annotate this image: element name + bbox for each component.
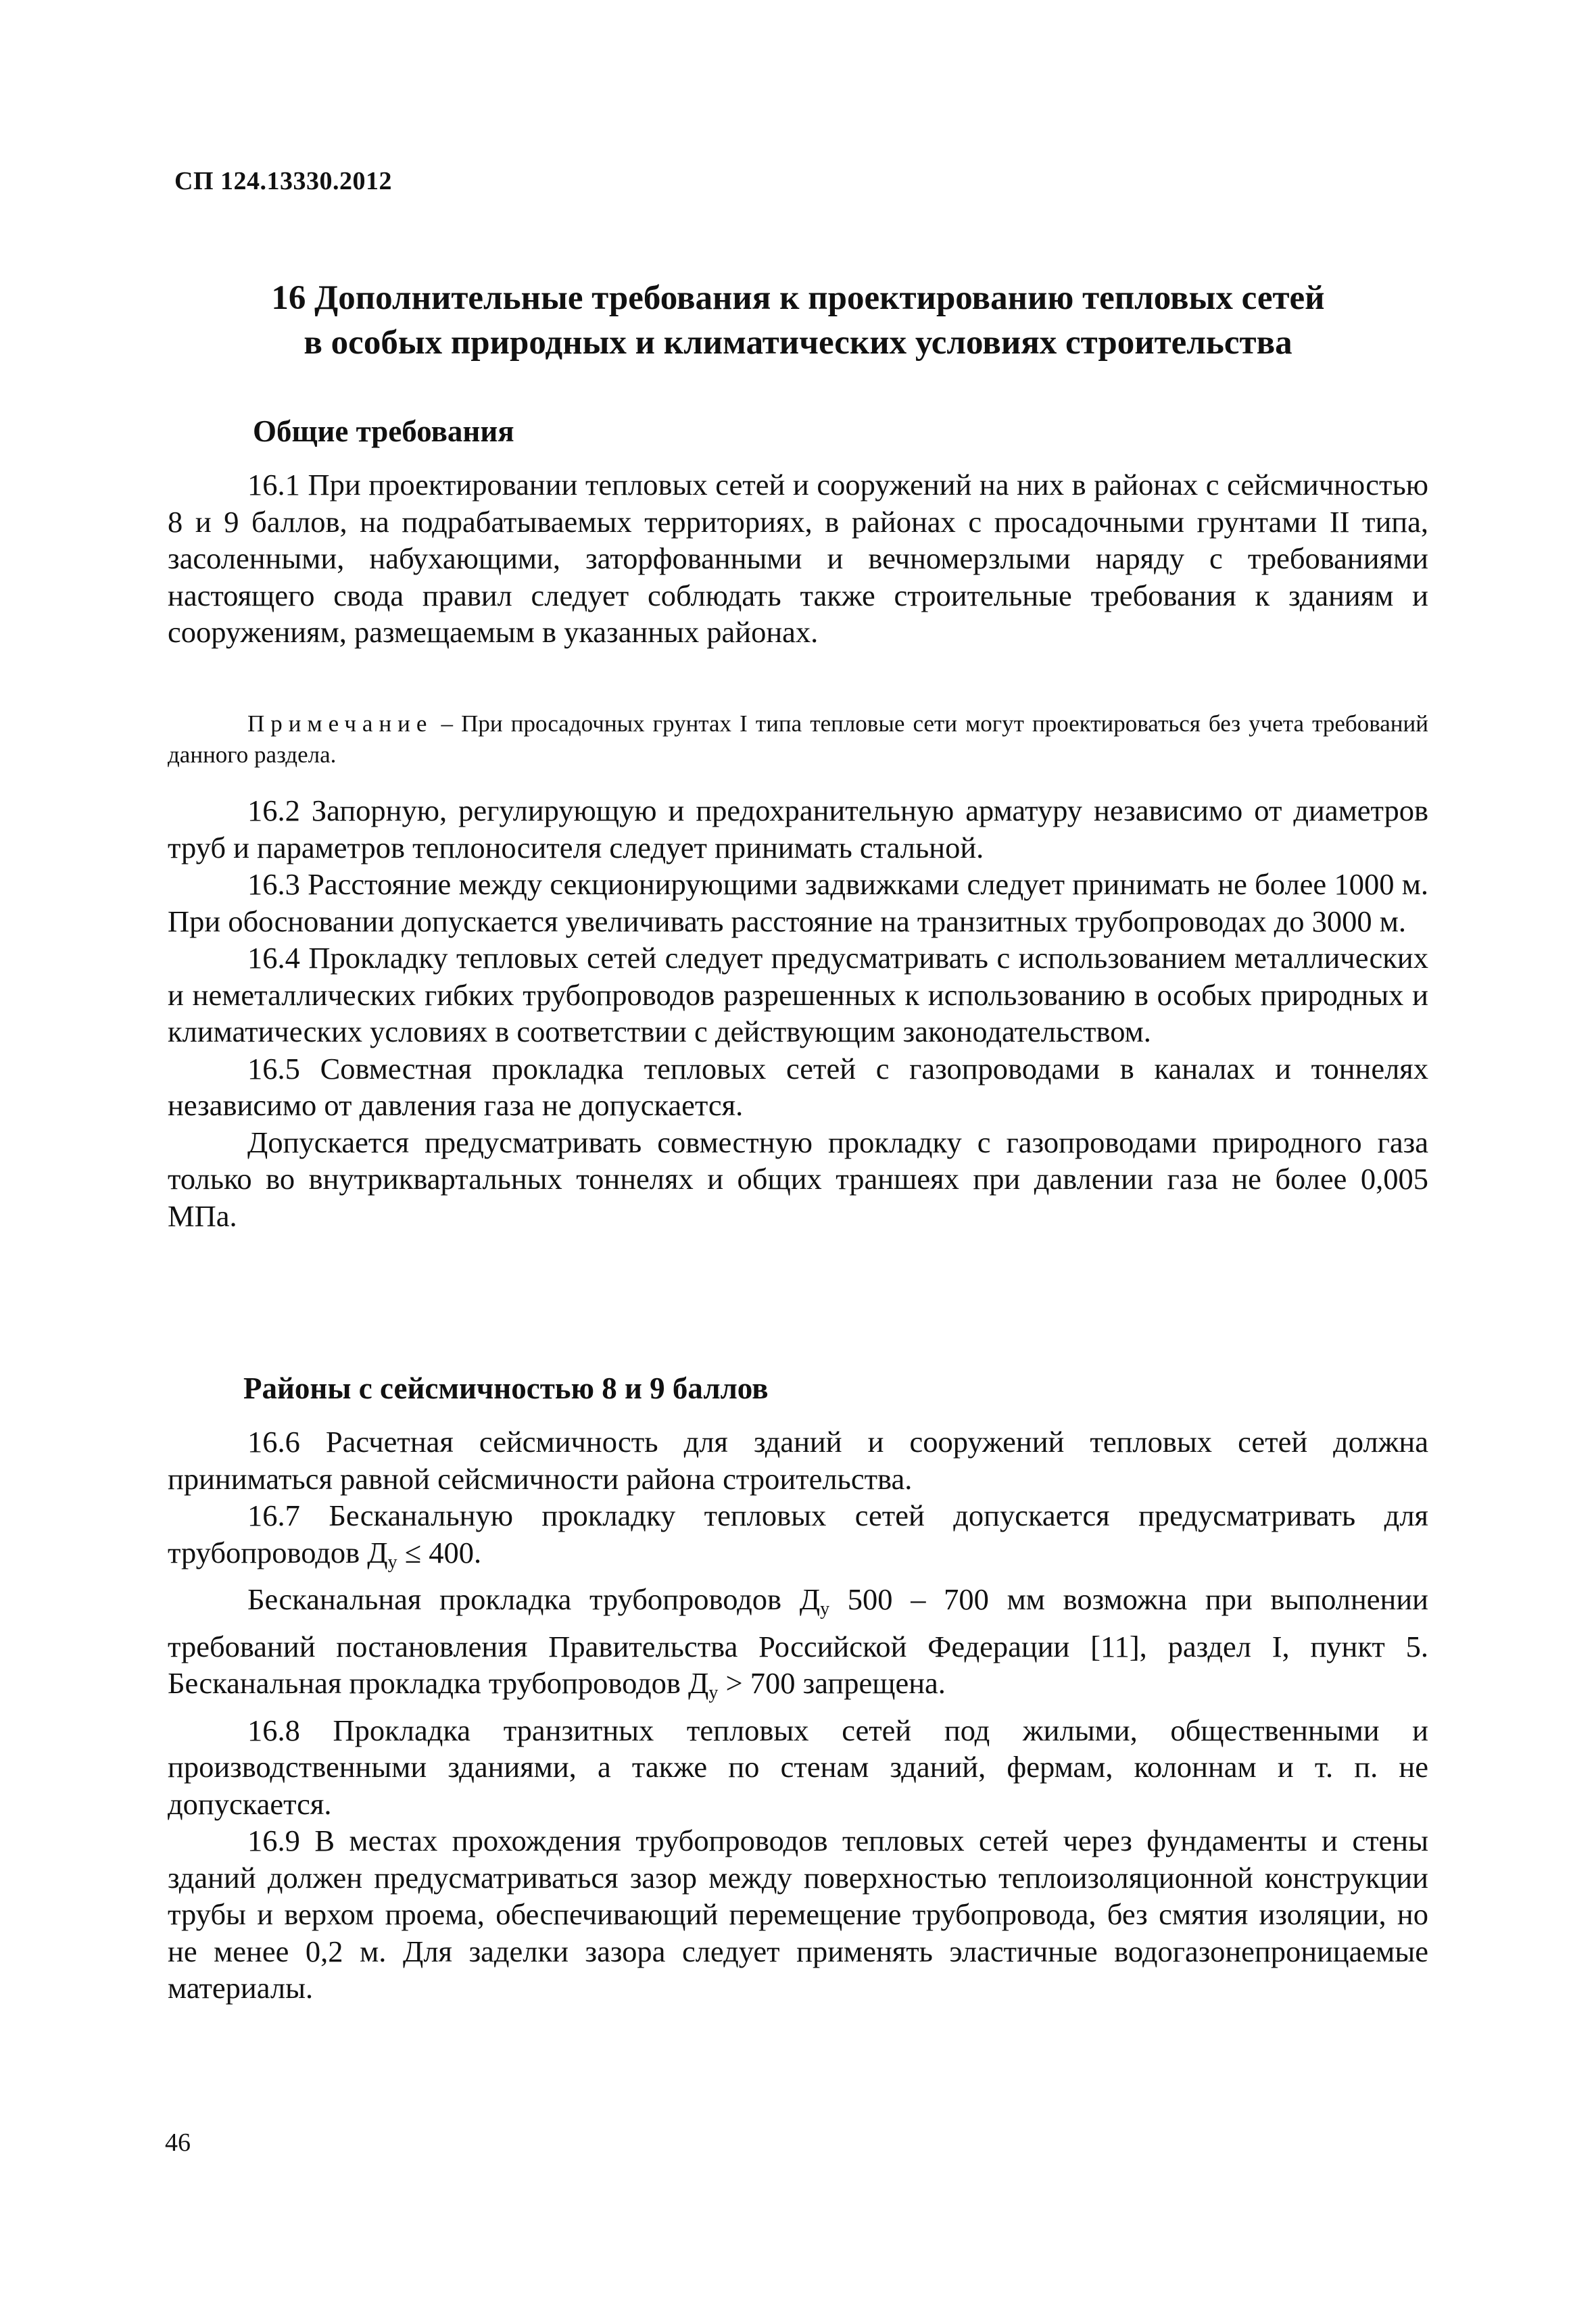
- paragraph-16-8: 16.8 Прокладка транзитных тепловых сетей под жилыми, общественными и производственными зданиями, а также по стенам зданий, фермам, колоннам и т. п. не допускается.: [168, 1713, 1428, 1821]
- paragraph-16-7-text-end: ≤ 400.: [397, 1535, 482, 1569]
- subheading-seismic-regions: Районы с сейсмичностью 8 и 9 баллов: [243, 1371, 769, 1405]
- paragraph-16-7-continued: [168, 1581, 1428, 1712]
- section-title-line-2: в особых природных и климатических условиях строительства: [304, 324, 1292, 362]
- paragraph-16-2: 16.2 Запорную, регулирующую и предохранительную арматуру независимо от диаметров труб и параметров теплоносителя следует принимать стальной.: [168, 794, 1428, 864]
- paragraph-16-4: 16.4 Прокладку тепловых сетей следует предусматривать с использованием металлических и неметаллических гибких трубопроводов разрешенных к использованию в особых природных и климатических условиях в соответствии с действующим законодательством.: [168, 941, 1428, 1048]
- paragraph-16-5-continued: Допускается предусматривать совместную прокладку с газопроводами природного газа только во внутриквартальных тоннелях и общих траншеях при давлении газа не более 0,005 МПа.: [168, 1125, 1428, 1233]
- paragraph-16-7-continued-text-middle: 500 – 700 мм возможна при выполнении требований постановления Правительства Российской Федерации [11], раздел I, пункт 5. Бесканальная прокладка трубопроводов Д: [168, 1582, 1428, 1700]
- paragraph-16-7-text: 16.7 Бесканальную прокладку тепловых сетей допускается предусматривать для трубопроводов Д: [168, 1498, 1428, 1569]
- paragraph-block-seismic: [168, 1423, 1428, 2007]
- section-title: [174, 276, 1422, 365]
- subscript-nominal-diameter: у: [387, 1551, 397, 1573]
- section-title-line-1: 16 Дополнительные требования к проектированию тепловых сетей: [271, 279, 1325, 317]
- paragraph-16-5: 16.5 Совместная прокладка тепловых сетей с газопроводами в каналах и тоннелях независимо от давления газа не допускается.: [168, 1051, 1428, 1122]
- paragraph-16-7-continued-text-end: > 700 запрещена.: [718, 1666, 946, 1700]
- paragraph-16-7-continued-text: Бесканальная прокладка трубопроводов Д: [247, 1582, 821, 1616]
- paragraph-block-general-continued: [168, 792, 1428, 1234]
- note-text: – При просадочных грунтах I типа тепловые сети могут проектироваться без учета требований данного раздела.: [168, 710, 1428, 768]
- subscript-nominal-diameter: у: [708, 1682, 719, 1703]
- subscript-nominal-diameter: у: [820, 1599, 830, 1619]
- paragraph-16-1: 16.1 При проектировании тепловых сетей и сооружений на них в районах с сейсмичностью 8 и 9 баллов, на подрабатываемых территориях, в районах с просадочными грунтами II типа, засоленными, набухающими, заторфованными и вечномерзлыми наряду с требованиями настоящего свода правил следует соблюдать также строительные требования к зданиям и сооружениям, размещаемым в указанных районах.: [168, 468, 1428, 649]
- document-code: СП 124.13330.2012: [174, 167, 392, 195]
- paragraph-16-9: 16.9 В местах прохождения трубопроводов тепловых сетей через фундаменты и стены зданий должен предусматриваться зазор между поверхностью теплоизоляционной конструкции трубы и верхом проема, обеспечивающий перемещение трубопровода, без смятия изоляции, но не менее 0,2 м. Для заделки зазора следует применять эластичные водогазонепроницаемые материалы.: [168, 1824, 1428, 2005]
- paragraph-16-3: 16.3 Расстояние между секционирующими задвижками следует принимать не более 1000 м. При обосновании допускается увеличивать расстояние на транзитных трубопроводах до 3000 м.: [168, 867, 1428, 938]
- note: [168, 708, 1428, 771]
- page-number: 46: [165, 2128, 191, 2157]
- subheading-general-requirements: Общие требования: [253, 414, 514, 448]
- paragraph-16-6: 16.6 Расчетная сейсмичность для зданий и сооружений тепловых сетей должна приниматься равной сейсмичности района строительства.: [168, 1425, 1428, 1496]
- paragraph-block-general: [168, 466, 1428, 651]
- paragraph-16-7: [168, 1497, 1428, 1581]
- note-label: Примечание: [247, 710, 433, 737]
